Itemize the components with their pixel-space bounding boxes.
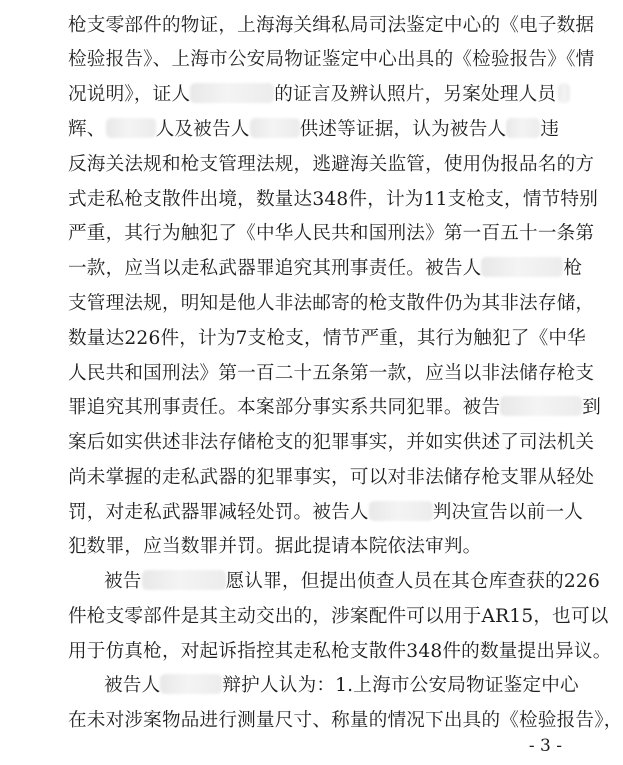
text-run: 况说明》，证人: [68, 84, 191, 105]
text-run: 愿认罪，但提出侦查人员在其仓库查获的226: [225, 571, 600, 592]
text-line-9: [68, 292, 595, 316]
text-line-10: [68, 327, 586, 351]
text-run: 辩护人认为：1.上海市公安局物证鉴定中心: [222, 675, 579, 696]
text-run: 到: [582, 397, 602, 418]
text-run: 支管理法规，明知是他人非法邮寄的枪支散件仍为其非法存储，: [68, 293, 595, 314]
text-run: 犯数罪，应当数罪并罚。据此提请本院依法审判。: [68, 536, 482, 557]
text-line-14: [68, 466, 595, 490]
redaction-blur: [500, 396, 582, 416]
text-run: 枪: [563, 258, 583, 279]
text-line-17: [104, 570, 600, 594]
text-run: 一款，应当以走私武器罪追究其刑事责任。被告人: [68, 258, 482, 279]
text-run: 供述等证据，认为被告人: [299, 119, 507, 140]
redaction-blur: [160, 674, 222, 694]
redaction-blur: [558, 83, 570, 103]
text-line-2: [68, 48, 595, 72]
redaction-blur: [190, 83, 274, 103]
text-line-4: [68, 118, 568, 142]
text-run: 尚未掌握的走私武器的犯罪事实，可以对非法储存枪支罪从轻处: [68, 467, 595, 488]
text-line-6: [68, 188, 598, 212]
text-run: 的证言及辨认照片，另案处理人员: [274, 84, 557, 105]
text-run: 被告人: [104, 675, 161, 696]
text-line-15: [68, 501, 584, 525]
text-line-18: [68, 605, 609, 629]
text-line-5: [68, 153, 595, 177]
redaction-blur: [106, 118, 156, 138]
text-line-20: [104, 674, 579, 698]
text-run: 人民共和国刑法》第一百二十五条第一款，应当以非法储存枪支: [68, 363, 595, 384]
text-line-11: [68, 362, 595, 386]
text-line-16: [68, 535, 568, 559]
text-run: 件枪支零部件是其主动交出的，涉案配件可以用于AR15，也可以: [68, 606, 609, 627]
text-run: 在未对涉案物品进行测量尺寸、称量的情况下出具的《检验报告》，: [68, 710, 623, 731]
text-run: 判决宣告以前一人: [432, 502, 584, 523]
text-run: 罪追究其刑事责任。本案部分事实系共同犯罪。被告: [68, 397, 501, 418]
text-line-1: [68, 14, 595, 38]
text-run: 严重，其行为触犯了《中华人民共和国刑法》第一百五十一条第: [68, 223, 595, 244]
text-line-7: [68, 222, 595, 246]
text-line-13: [68, 431, 595, 455]
text-run: 案后如实供述非法存储枪支的犯罪事实，并如实供述了司法机关: [68, 432, 595, 453]
text-run: 数量达226件，计为7支枪支，情节严重，其行为触犯了《中华: [68, 328, 586, 349]
redaction-blur: [369, 501, 433, 521]
text-line-21: [68, 709, 623, 733]
redaction-blur: [481, 257, 563, 277]
text-run: 被告: [104, 571, 142, 592]
text-run: 违: [540, 119, 560, 140]
text-line-8: [68, 257, 583, 281]
text-line-12: [68, 396, 602, 420]
redaction-blur: [250, 118, 300, 138]
text-run: 反海关法规和枪支管理法规，逃避海关监管，使用伪报品名的方: [68, 154, 595, 175]
text-run: 检验报告》、上海市公安局物证鉴定中心出具的《检验报告》《情: [68, 49, 595, 70]
text-run: 式走私枪支散件出境，数量达348件，计为11支枪支，情节特别: [68, 189, 598, 210]
text-run: 辉、: [68, 119, 106, 140]
text-run: 罚，对走私武器罪减轻处罚。被告人: [68, 502, 369, 523]
page-number: - 3 -: [528, 736, 562, 756]
redaction-blur: [506, 118, 540, 138]
text-run: 用于仿真枪，对起诉指控其走私枪支散件348件的数量提出异议。: [68, 641, 612, 662]
text-line-3: [68, 83, 568, 107]
text-line-19: [68, 640, 612, 664]
text-run: 人及被告人: [155, 119, 250, 140]
redaction-blur: [142, 570, 226, 590]
text-run: 枪支零部件的物证，上海海关缉私局司法鉴定中心的《电子数据: [68, 15, 595, 36]
